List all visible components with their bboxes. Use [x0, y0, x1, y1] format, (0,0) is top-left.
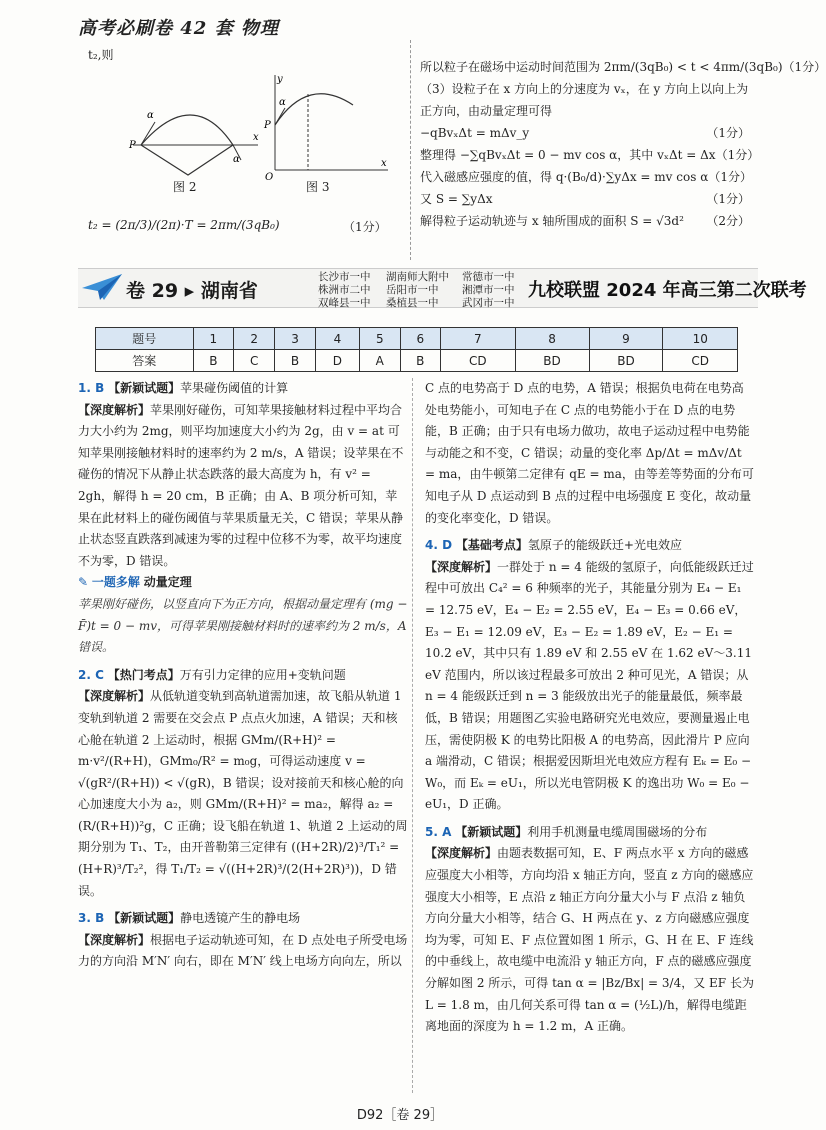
q3-analysis [78, 930, 408, 973]
school-name: 桑植县一中 [386, 297, 439, 309]
school-list [318, 271, 524, 310]
solution-line-score: （1分） [782, 60, 826, 74]
question-number-label: 3. B [78, 911, 105, 926]
q3-heading [78, 908, 408, 930]
right-column [425, 378, 755, 1038]
question-topic: 氢原子的能级跃迁+光电效应 [527, 538, 682, 553]
solution-line [420, 144, 760, 166]
solution-line-text: −qBvₓΔt = mΔv_y [420, 126, 530, 140]
question-tag: 【新颖试题】 [108, 381, 181, 395]
q1-heading [78, 378, 408, 400]
fig2-alpha2-label: α [233, 154, 240, 165]
question-tag: 【新颖试题】 [455, 824, 528, 839]
answer-cell: BD [515, 350, 589, 372]
question-number: 6 [400, 328, 441, 350]
school-name: 岳阳市一中 [386, 284, 439, 296]
answer-cell: B [193, 350, 234, 372]
answer-cell: B [275, 350, 316, 372]
question-number: 1 [193, 328, 234, 350]
question-topic: 静电透镜产生的静电场 [180, 911, 301, 926]
formula-score: （1分） [343, 220, 387, 234]
figure-2 [129, 100, 263, 180]
question-tag: 【基础考点】 [455, 538, 528, 553]
fig3-P-label: P [264, 120, 271, 131]
q3-continuation: C 点的电势高于 D 点的电势，A 错误；根据负电荷在电势高处电势能小，可知电子在 C 点的电势能小于在 D 点的电势能，B 正确；由于只有电场力做功，故电子运动过程中电势能与动能之和不变，C 错误；动量的变化率 Δp/Δt = mΔv/Δt = ma，由牛顿第二定律有 qE = ma，由等差等势面的分布可知电子从 D 点运动到 B 点的过程中电场强度 E 变化，故动量的变化率变化，D 错误。 [425, 381, 754, 525]
question-number: 4 [315, 328, 359, 350]
solution-line-text: 整理得 −∑qBvₓΔt = 0 − mv cos α，其中 vₓΔt = Δx [420, 148, 716, 162]
analysis-body: 从低轨道变轨到高轨道需加速，故飞船从轨道 1 变轨到轨道 2 需要在交会点 P 点点火加速，A 错误；天和核心舱在轨道 2 上运动时，根据 GMm/(R+H)² = m·v²/(R+H)，GMm₀/R² = m₀g，可得运动速度 v = √(gR²/(R+H)) < √(gR)，B 错误；设对接前天和核心舱的向心加速度大小为 a₂，则 GMm/(R+H)² = ma₂，解得 a₂ = (R/(R+H))²g，C 正确；设飞船在轨道 1、轨道 2 上运动的周期分别为 T₁、T₂，由开普勒第三定律有 ((H+2R)/2)³/T₁² = (H+R)³/T₂²，得 T₁/T₂ = √((H+2R)³/(2(H+2R)³))，D 错误。 [78, 689, 408, 898]
q2-heading [78, 665, 408, 687]
solution-line-score: （1分） [706, 126, 750, 140]
answer-table-numbers-row [96, 328, 738, 350]
school-name: 株洲市二中 [318, 284, 371, 296]
fig3-caption: 图 3 [306, 180, 330, 194]
answer-cell: B [400, 350, 441, 372]
solution-line [420, 166, 750, 188]
answer-cell: D [315, 350, 359, 372]
question-topic: 万有引力定律的应用+变轨问题 [179, 667, 346, 682]
question-tag: 【新颖试题】 [108, 911, 181, 926]
solution-line-text: 代入磁感应强度的值，得 q·(B₀/d)·∑yΔx = mv cos α [420, 170, 709, 184]
answer-cell: A [360, 350, 401, 372]
solution-line [420, 188, 750, 210]
column-divider [412, 378, 413, 1093]
solution-line [420, 78, 750, 100]
solution-line-text: 又 S = ∑yΔx [420, 192, 493, 206]
answer-cell: CD [441, 350, 515, 372]
q4-analysis [425, 557, 755, 816]
analysis-body: 一群处于 n = 4 能级的氢原子，向低能级跃迁过程中可放出 C₄² = 6 种频率的光子，其能量分别为 E₄ − E₁ = 12.75 eV，E₄ − E₂ = 2.55 eV，E₄ − E₃ = 0.66 eV，E₃ − E₁ = 12.09 eV，E₃ − E₂ = 1.89 eV，E₂ − E₁ = 10.2 eV，其中只有 1.89 eV 和 2.55 eV 在 1.62 eV～3.11 eV 范围内，所以该过程最多可放出 2 种可见光，A 错误；从 n = 4 能级跃迁到 n = 3 能级放出光子的能量最低，频率最低，B 错误；用题图乙实验电路研究光电效应，要测量遏止电压，需使阴极 K 的电势比阳极 A 的电势高，因此滑片 P 应向 a 端滑动，C 错误；根据爱因斯坦光电效应方程有 Eₖ = E₀ − W₀，而 Eₖ = eU₁，所以光电管阴极 K 的逸出功 W₀ = E₀ − eU₁，D 正确。 [425, 559, 754, 812]
analysis-tag: 【深度解析】 [78, 932, 151, 947]
top-divider [410, 40, 411, 260]
fig2-alpha-label: α [147, 110, 154, 121]
question-number: 5 [360, 328, 401, 350]
solution-line-text: 解得粒子运动轨迹与 x 轴所围成的面积 S = √3d² [420, 214, 684, 228]
analysis-body: 由题表数据可知，E、F 两点水平 x 方向的磁感应强度大小相等，方向均沿 x 轴正方向，竖直 z 方向的磁感应强度大小相等，E 点沿 z 轴正方向分量大小与 F 点沿 z 轴负方向分量大小相等，结合 G、H 两点在 y、z 方向磁感应强度均为零，可知 E、F 点位置如图 1 所示，G、H 在 E、F 连线的中垂线上，故电缆中电流沿 y 轴正方向，F 点的磁感应强度分解如图 2 所示，可得 tan α = |Bz/Bx| = 3/4，又 EF 长为 L = 1.8 m，由几何关系可得 tan α = (½L)/h，解得电缆距离地面的深度为 h = 1.2 m，A 正确。 [425, 846, 754, 1034]
q1-alt-solution [78, 572, 408, 594]
row-label: 答案 [96, 350, 194, 372]
exam-banner [78, 262, 807, 312]
q4-heading [425, 535, 755, 557]
fig2-x-label: x [253, 132, 259, 143]
question-number-label: 5. A [425, 824, 452, 839]
volume-label: 卷 29 ▸ 湖南省 [126, 280, 258, 302]
alt-solution-title: 一题多解 [91, 575, 140, 590]
question-tag: 【热门考点】 [107, 667, 180, 682]
page-footer: D92［卷 29］ [356, 1108, 444, 1123]
solution-line [420, 100, 750, 122]
solution-line-text: 正方向，由动量定理可得 [420, 104, 553, 118]
solution-line-score: （1分） [708, 170, 752, 184]
question-number: 10 [663, 328, 738, 350]
top-left-block [78, 40, 403, 260]
page-header-title: 高考必刷卷 42 套 物理 [78, 18, 279, 39]
question-number-label: 2. C [78, 667, 104, 682]
solution-line-text: （3）设粒子在 x 方向上的分速度为 vₓ，在 y 方向上以向上为 [420, 82, 749, 96]
solution-line-score: （2分） [706, 214, 750, 228]
solution-line [420, 56, 826, 78]
fig3-x-label: x [381, 158, 387, 169]
solution-line-text: 所以粒子在磁场中运动时间范围为 2πm/(3qB₀) < t < 4πm/(3qB₀) [420, 60, 783, 74]
school-name: 湘潭市一中 [462, 284, 515, 296]
q2-analysis [78, 686, 408, 902]
q5-heading [425, 822, 755, 844]
school-name: 长沙市一中 [318, 271, 371, 283]
question-number: 3 [275, 328, 316, 350]
answer-table [95, 327, 738, 372]
answer-cell: CD [663, 350, 738, 372]
fig3-O-label: O [265, 172, 274, 183]
question-number: 9 [589, 328, 663, 350]
question-number: 8 [515, 328, 589, 350]
school-name: 武冈市一中 [462, 297, 515, 309]
alt-solution-topic: 动量定理 [143, 575, 192, 590]
solution-line-score: （1分） [715, 148, 760, 162]
answer-cell: C [234, 350, 275, 372]
fig3-y-label: y [277, 74, 283, 85]
pencil-icon: ✎ [78, 575, 89, 590]
school-name: 常德市一中 [462, 271, 515, 283]
analysis-body: 根据电子运动轨迹可知，在 D 点处电子所受电场力的方向沿 M′N′ 向右，即在 M′N′ 线上电场方向向左，所以 [78, 932, 408, 969]
solution-line [420, 210, 750, 232]
paper-plane-icon [80, 270, 124, 304]
analysis-tag: 【深度解析】 [78, 402, 151, 417]
answer-table-answers-row [96, 350, 738, 372]
exam-title: 九校联盟 2024 年高三第二次联考 [528, 280, 807, 301]
intro-text: t₂,则 [88, 48, 114, 62]
question-number-label: 1. B [78, 381, 105, 395]
time-formula: t₂ = (2π/3)/(2π)·T = 2πm/(3qB₀) [88, 218, 280, 232]
school-name: 湖南师大附中 [386, 271, 449, 283]
answer-cell: BD [589, 350, 663, 372]
top-right-block [420, 56, 826, 232]
fig2-P-label: P [129, 140, 136, 151]
question-number: 7 [441, 328, 515, 350]
question-number: 2 [234, 328, 275, 350]
analysis-tag: 【深度解析】 [78, 689, 151, 704]
q5-analysis [425, 843, 755, 1037]
school-name: 双峰县一中 [318, 297, 371, 309]
q1-analysis [78, 400, 408, 573]
question-topic: 利用手机测量电缆周围磁场的分布 [527, 824, 708, 839]
analysis-body: 苹果刚好碰伤，可知苹果接触材料过程中平均合力大小约为 2mg，则平均加速度大小约为 2g，由 v = at 可知苹果刚接触材料时的速率约为 2 m/s，A 错误；设苹果在不碰伤的情况下从静止状态跌落的最大高度为 h，有 v² = 2gh，解得 h = 20 cm，B 正确；由 A、B 项分析可知，苹果在此材料上的碰伤阈值与苹果质量无关，C 错误；苹果从静止状态竖直跌落到减速为零的过程中位移不为零，故平均速度不为零，D 错误。 [78, 402, 404, 568]
alt-solution-body: 苹果刚好碰伤，以竖直向下为正方向，根据动量定理有 (mg − F̄)t = 0 − mv，可得苹果刚接触材料时的速率约为 2 m/s，A 错误。 [78, 596, 408, 655]
fig3-alpha-label: α [279, 97, 286, 108]
solution-line-score: （1分） [706, 192, 750, 206]
analysis-tag: 【深度解析】 [425, 846, 498, 861]
question-topic: 苹果碰伤阈值的计算 [180, 381, 289, 395]
left-column [78, 378, 408, 973]
solution-line [420, 122, 750, 144]
question-number-label: 4. D [425, 538, 453, 553]
fig2-caption: 图 2 [173, 180, 197, 194]
row-label: 题号 [96, 328, 194, 350]
analysis-tag: 【深度解析】 [425, 559, 498, 574]
figure-3 [263, 70, 393, 183]
